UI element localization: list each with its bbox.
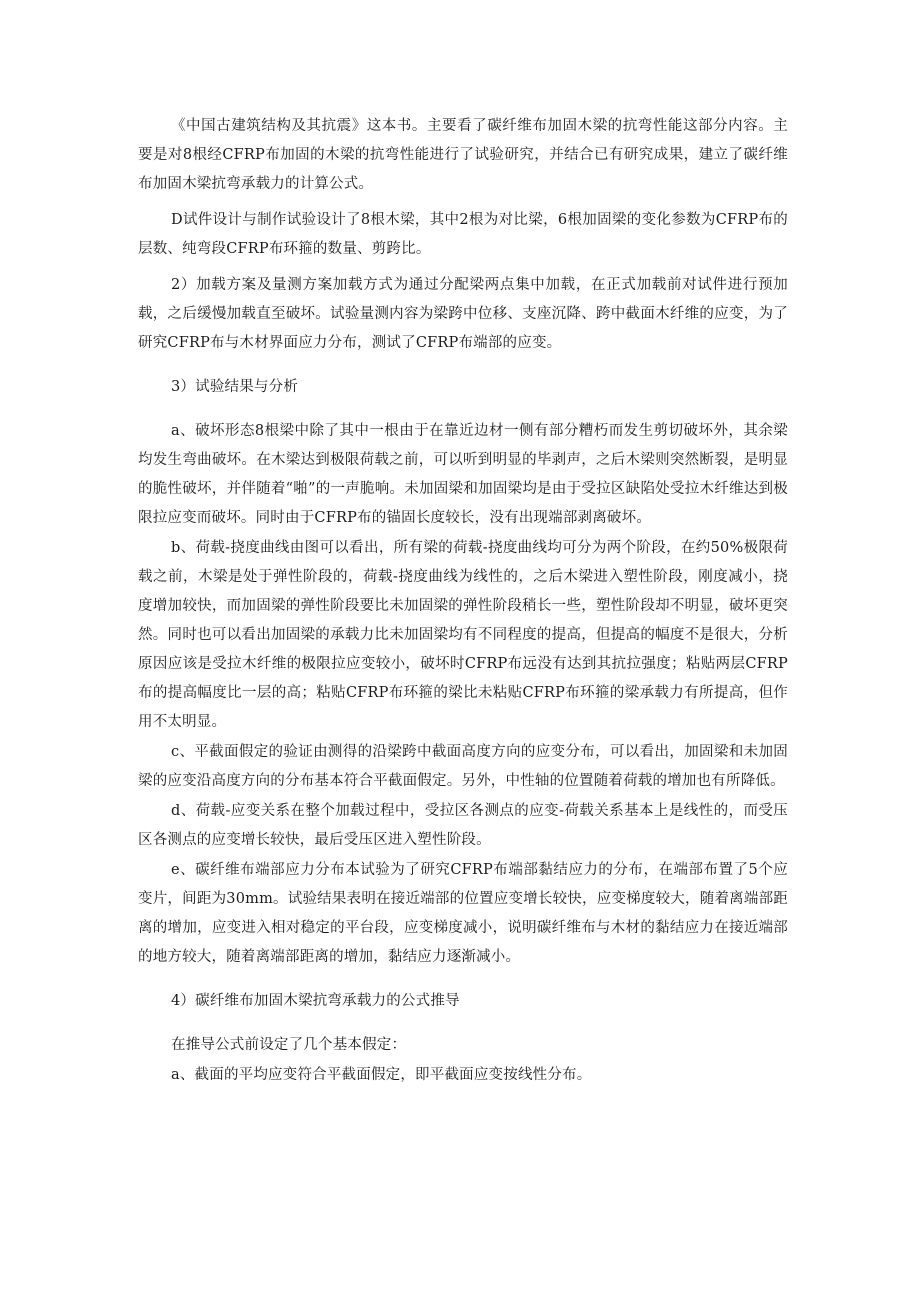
paragraph-loading-scheme: 2）加载方案及量测方案加载方式为通过分配梁两点集中加载，在正式加载前对试件进行预加载，之后缓慢加载直至破坏。试验量测内容为梁跨中位移、支座沉降、跨中截面木纤维的应变，为了研究CFRP布与木材界面应力分布，测试了CFRP布端部的应变。 [138,277,788,351]
document-page [138,112,788,1090]
paragraph-intro: 《中国古建筑结构及其抗震》这本书。主要看了碳纤维布加固木梁的抗弯性能这部分内容。主要是对8根经CFRP布加固的木梁的抗弯性能进行了试验研究，并结合已有研究成果，建立了碳纤维布加固木梁抗弯承载力的计算公式。 [138,118,788,192]
paragraph-specimen-design: D试件设计与制作试验设计了8根木梁，其中2根为对比梁，6根加固梁的变化参数为CFRP布的层数、纯弯段CFRP布环箍的数量、剪跨比。 [138,212,788,257]
paragraph-failure-mode: a、破坏形态8根梁中除了其中一根由于在靠近边材一侧有部分糟朽而发生剪切破坏外，其余梁均发生弯曲破坏。在木梁达到极限荷载之前，可以听到明显的毕剥声，之后木梁则突然断裂，是明显的脆性破坏，并伴随着“啪”的一声脆响。未加固梁和加固梁均是由于受拉区缺陷处受拉木纤维达到极限拉应变而破坏。同时由于CFRP布的锚固长度较长，没有出现端部剥离破坏。 [138,423,788,526]
section-heading-results: 3）试验结果与分析 [171,379,299,395]
paragraph-load-deflection: b、荷载-挠度曲线由图可以看出，所有梁的荷载-挠度曲线均可分为两个阶段，在约50%极限荷载之前，木梁是处于弹性阶段的，荷载-挠度曲线为线性的，之后木梁进入塑性阶段，刚度减小，挠度增加较快，而加固梁的弹性阶段要比未加固梁的弹性阶段稍长一些，塑性阶段却不明显，破坏更突然。同时也可以看出加固梁的承载力比未加固梁均有不同程度的提高，但提高的幅度不是很大，分析原因应该是受拉木纤维的极限拉应变较小，破坏时CFRP布远没有达到其抗拉强度；粘贴两层CFRP布的提高幅度比一层的高；粘贴CFRP布环箍的梁比未粘贴CFRP布环箍的梁承载力有所提高，但作用不太明显。 [138,540,788,730]
paragraph-assumptions-intro: 在推导公式前设定了几个基本假定： [171,1037,407,1053]
paragraph-assumption-a: a、截面的平均应变符合平截面假定，即平截面应变按线性分布。 [171,1067,592,1083]
paragraph-load-strain: d、荷载-应变关系在整个加载过程中，受拉区各测点的应变-荷载关系基本上是线性的，而受压区各测点的应变增长较快，最后受压区进入塑性阶段。 [138,803,788,848]
paragraph-end-stress: e、碳纤维布端部应力分布本试验为了研究CFRP布端部黏结应力的分布，在端部布置了5个应变片，间距为30mm。试验结果表明在接近端部的位置应变增长较快，应变梯度较大，随着离端部距离的增加，应变进入相对稳定的平台段，应变梯度减小，说明碳纤维布与木材的黏结应力在接近端部的地方较大，随着离端部距离的增加，黏结应力逐渐减小。 [138,862,788,965]
section-heading-formula: 4）碳纤维布加固木梁抗弯承载力的公式推导 [171,993,460,1009]
paragraph-plane-section: c、平截面假定的验证由测得的沿梁跨中截面高度方向的应变分布，可以看出，加固梁和未加固梁的应变沿高度方向的分布基本符合平截面假定。另外，中性轴的位置随着荷载的增加也有所降低。 [138,744,788,789]
